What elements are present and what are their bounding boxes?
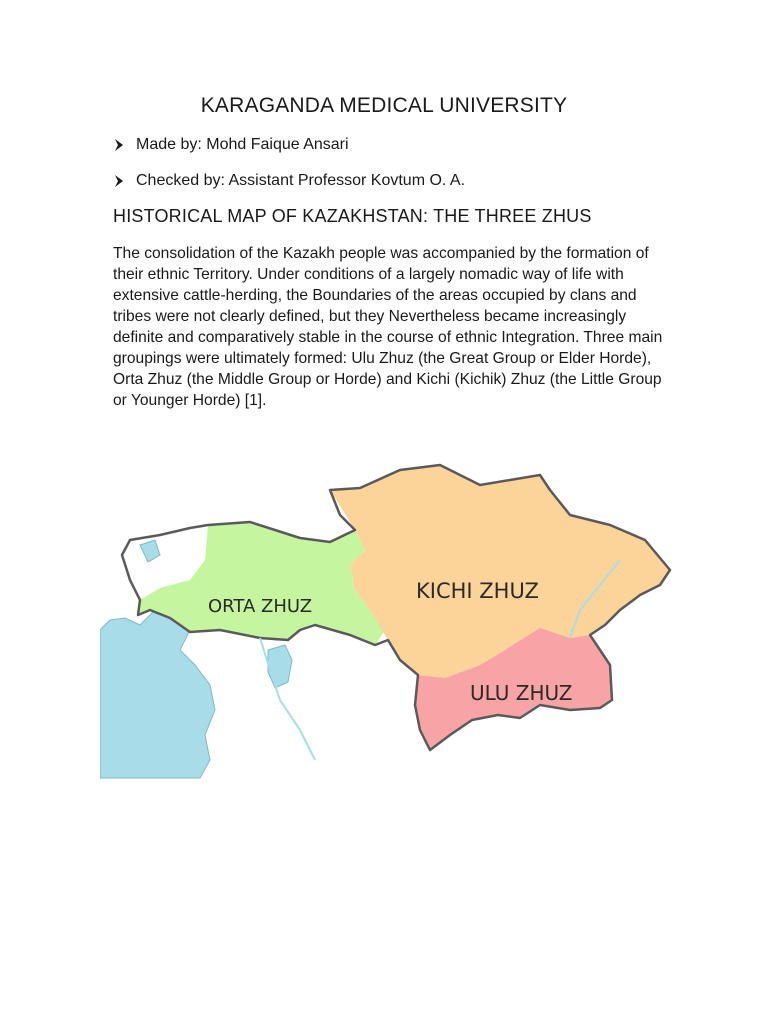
- body-paragraph: The consolidation of the Kazakh people was accompanied by the formation of their ethnic Territory. Under conditions of a largely nomadic way of life with extensive cattle-herding, the Boundaries of the areas occupied by clans and tribes were not clearly defined, but they Nevertheless became increasingly definite and comparatively stable in the course of ethnic Integration. Three main groupings were ultimately formed: Ulu Zhuz (the Great Group or Elder Horde), Orta Zhuz (the Middle Group or Horde) and Kichi (Kichik) Zhuz (the Little Group or Younger Horde) [1].: [113, 245, 663, 409]
- region-kichi-zhuz: [330, 465, 670, 678]
- lake-small-1: [140, 540, 160, 562]
- arrow-bullet-icon: [113, 138, 125, 152]
- bullet-made-by-text: Made by: Mohd Faique Ansari: [136, 136, 349, 153]
- lake-aral: [268, 645, 292, 688]
- bullet-made-by: [113, 136, 349, 154]
- bullet-checked-by: [113, 172, 465, 190]
- section-heading: HISTORICAL MAP OF KAZAKHSTAN: THE THREE ZHUS: [113, 206, 592, 226]
- label-kichi-zhuz: KICHI ZHUZ: [416, 579, 539, 603]
- arrow-bullet-icon: [113, 174, 125, 188]
- label-orta-zhuz: ORTA ZHUZ: [208, 596, 313, 617]
- page-title: KARAGANDA MEDICAL UNIVERSITY: [200, 94, 568, 117]
- bullet-checked-by-text: Checked by: Assistant Professor Kovtum O. A.: [136, 172, 466, 189]
- label-ulu-zhuz: ULU ZHUZ: [470, 681, 573, 705]
- historical-map: [100, 460, 680, 780]
- caspian-sea: [100, 610, 215, 778]
